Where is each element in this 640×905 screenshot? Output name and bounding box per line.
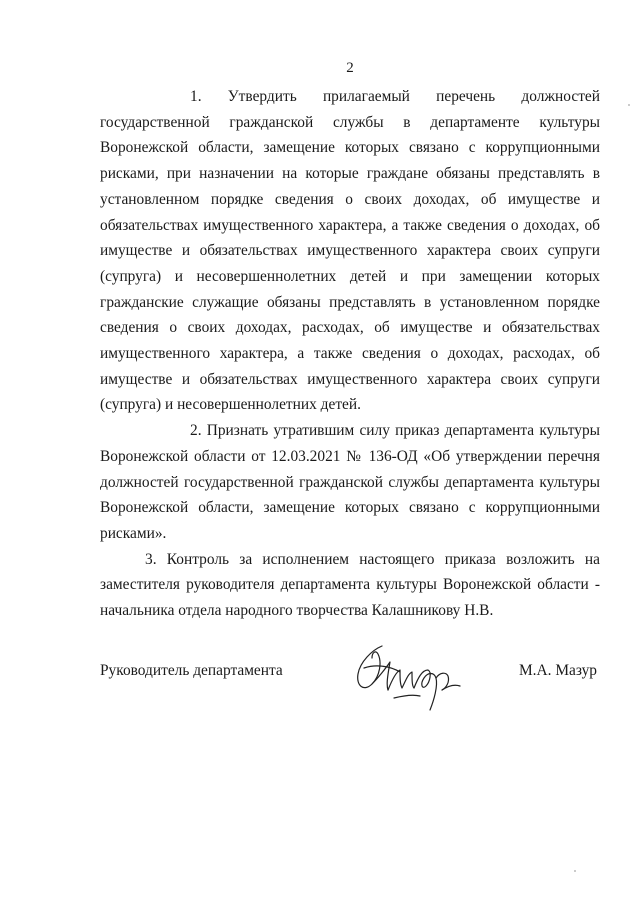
- paragraph-text: Утвердить прилагаемый перечень должностей государственной гражданской службы в департаменте культуры Воронежской области, замещение которых связано с коррупционными рисками, при назначении на которые граждане обязаны представлять в установленном порядке сведения о своих доходах, об имуществе и обязательствах имущественного характера, а также сведения о доходах, об имуществе и обязательствах имущественного характера своих супруги (супруга) и несовершеннолетних детей и при замещении которых гражданские служащие обязаны представлять в установленном порядке сведения о своих доходах, расходах, об имуществе и обязательствах имущественного характера, а также сведения о доходах, расходах, об имуществе и обязательствах имущественного характера своих супруги (супруга) и несовершеннолетних детей.: [100, 88, 600, 414]
- paragraph-1: [100, 84, 600, 418]
- paragraph-2: [100, 418, 600, 547]
- signatory-name: М.А. Мазур: [518, 662, 597, 679]
- handwritten-signature: [342, 638, 472, 718]
- page-number: 2: [346, 60, 354, 76]
- paragraph-number: 2.: [190, 422, 202, 440]
- paragraph-3: [100, 547, 600, 624]
- paragraph-text: Контроль за исполнением настоящего приказа возложить на заместителя руководителя департамента культуры Воронежской области - начальника отдела народного творчества Калашникову Н.В.: [100, 550, 600, 620]
- scan-artifact: [628, 104, 630, 106]
- signature-block: [100, 648, 600, 708]
- signatory-title: Руководитель департамента: [100, 662, 283, 679]
- paragraph-text: Признать утратившим силу приказ департамента культуры Воронежской области от 12.03.2021 № 136-ОД «Об утверждении перечня должностей государственной гражданской службы департамента культуры Воронежской области, замещение которых связано с коррупционными рисками».: [100, 422, 600, 542]
- paragraph-number: 3.: [145, 550, 157, 568]
- document-body: [100, 84, 600, 624]
- scan-artifact: [574, 870, 576, 872]
- paragraph-number: 1.: [190, 88, 202, 105]
